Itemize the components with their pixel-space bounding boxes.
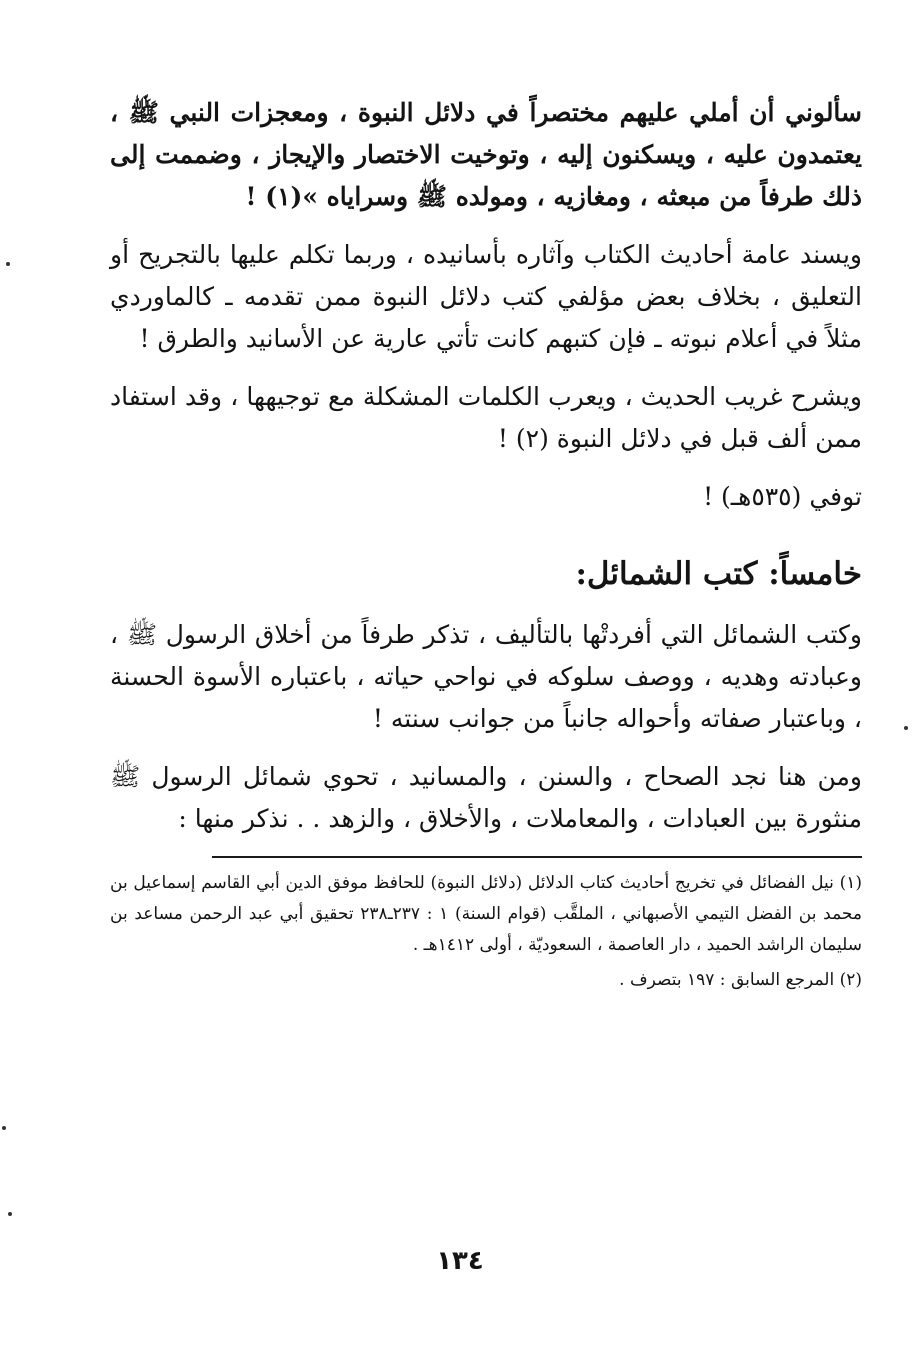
paragraph-shamail-sources: ومن هنا نجد الصحاح ، والسنن ، والمسانيد ، تحوي شمائل الرسول ﷺ منثورة بين العبادات ، والمعاملات ، والأخلاق ، والزهد . . نذكر منها : [110,762,862,833]
paragraph-shamail-intro: وكتب الشمائل التي أفردتْها بالتأليف ، تذكر طرفاً من أخلاق الرسول ﷺ ، وعبادته وهديه ، ووصف سلوكه في نواحي حياته ، باعتباره الأسوة الحسنة ، وباعتبار صفاته وأحواله جانباً من جوانب سنته ! [110,620,862,733]
paragraph-isnad: ويسند عامة أحاديث الكتاب وآثاره بأسانيده ، وربما تكلم عليها بالتجريح أو التعليق ، بخلاف بعض مؤلفي كتب دلائل النبوة ممن تقدمه ـ كالماوردي مثلاً في أعلام نبوته ـ فإن كتبهم كانت تأتي عارية عن الأسانيد والطرق ! [110,240,862,353]
paragraph-gharib: ويشرح غريب الحديث ، ويعرب الكلمات المشكلة مع توجيهها ، وقد استفاد ممن ألف قبل في دلائل النبوة (٢) ! [110,382,862,453]
paragraph-death-date: توفي (٥٣٥هـ) ! [703,482,862,511]
scan-speck [2,1126,6,1130]
scan-speck [6,262,10,266]
page-body [110,92,862,1000]
paragraph-quote-conclusion: سألوني أن أملي عليهم مختصراً في دلائل النبوة ، ومعجزات النبي ﷺ ، يعتمدون عليه ، ويسكنون إليه ، وتوخيت الاختصار والإيجاز ، وضممت إلى ذلك طرفاً من مبعثه ، ومغازيه ، ومولده ﷺ وسراياه »(١) ! [110,98,863,211]
footnote-2: (٢) المرجع السابق : ١٩٧ بتصرف . [619,970,862,990]
scan-speck [904,726,908,730]
scan-speck [8,1212,12,1216]
footnote-1: (١) نيل الفضائل في تخريج أحاديث كتاب الدلائل (دلائل النبوة) للحافظ موفق الدين أبي القاسم إسماعيل بن محمد بن الفضل التيمي الأصبهاني ، الملقَّب (قوام السنة) ١ : ٢٣٧ـ٢٣٨ تحقيق أبي عبد الرحمن مساعد بن سليمان الراشد الحميد ، دار العاصمة ، السعوديّة ، أولى ١٤١٢هـ . [110,873,862,955]
section-title: خامساً: كتب الشمائل: [575,556,862,592]
footnote-separator [212,856,862,858]
page-number: ١٣٤ [436,1246,484,1276]
